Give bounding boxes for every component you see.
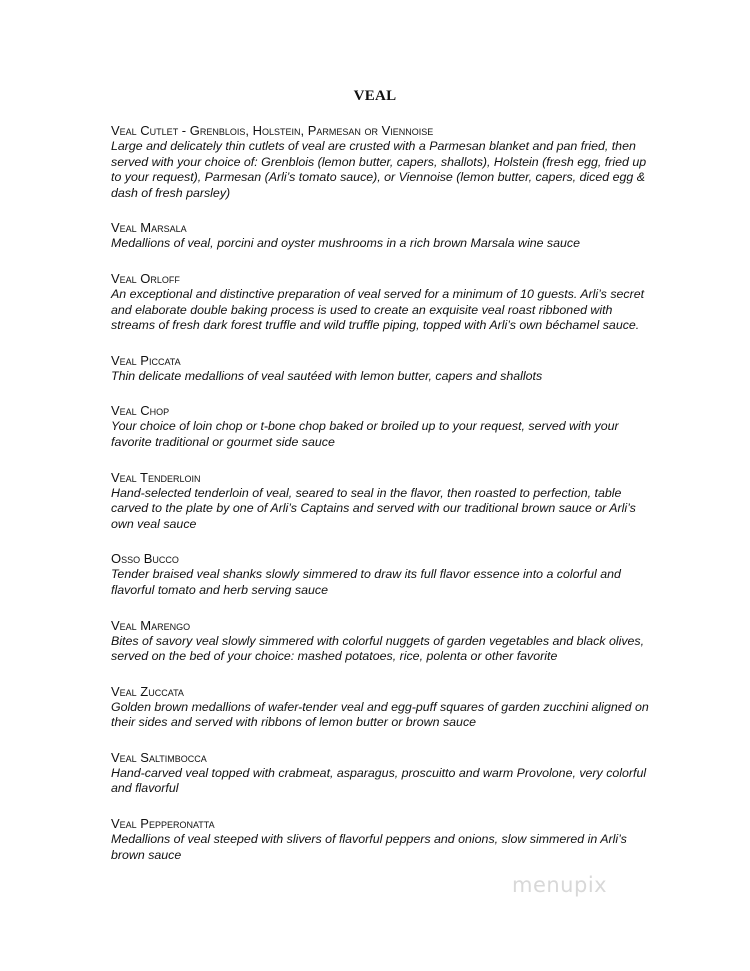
divider: [111, 665, 651, 683]
divider: [111, 599, 651, 617]
divider: [111, 252, 651, 270]
menu-item-description: Tender braised veal shanks slowly simmered to draw its full flavor essence into a colorful and flavorful tomato and herb serving sauce: [111, 567, 621, 597]
divider: [111, 384, 651, 402]
menu-item: [111, 749, 651, 797]
divider: [111, 451, 651, 469]
menu-item-description: Hand-carved veal topped with crabmeat, asparagus, proscuitto and warm Provolone, very colorful and flavorful: [111, 765, 647, 796]
menu-item-name: Veal Chop: [111, 403, 170, 419]
menu-item-description: Thin delicate medallions of veal sautéed with lemon butter, capers and shallots: [111, 368, 543, 383]
divider: [111, 532, 651, 550]
menu-item: [111, 815, 651, 863]
divider: [111, 731, 651, 749]
divider: [111, 201, 651, 219]
watermark: menupix: [512, 873, 608, 897]
menu-item-description: Bites of savory veal slowly simmered with colorful nuggets of garden vegetables and black olives, served on the bed of your choice: mashed potatoes, rice, polenta or other favorite: [111, 633, 645, 664]
menu-item-description: Hand-selected tenderloin of veal, seared to seal in the flavor, then roasted to perfection, table carved to the plate by one of Arli’s Captains and served with our traditional brown sauce or Arli’s own veal sauce: [111, 485, 636, 531]
menu-item-name: Veal Pepperonatta: [111, 816, 215, 832]
menu-item-name: Veal Marsala: [111, 220, 187, 236]
menu-item: [111, 219, 651, 252]
divider: [111, 334, 651, 352]
menu-item: [111, 270, 651, 334]
menu-item-description: Medallions of veal steeped with slivers of flavorful peppers and onions, slow simmered in Arli’s brown sauce: [111, 832, 627, 862]
menu-item: [111, 402, 651, 450]
menu-item-description: Medallions of veal, porcini and oyster mushrooms in a rich brown Marsala wine sauce: [111, 236, 580, 251]
menu-item-name: Veal Piccata: [111, 352, 181, 368]
page-title: VEAL: [353, 88, 397, 104]
menu-item: [111, 122, 651, 201]
menu-item-description: Golden brown medallions of wafer-tender veal and egg-puff squares of garden zucchini aligned on their sides and served with ribbons of lemon butter or brown sauce: [111, 699, 649, 730]
menu-item-name: Veal Tenderloin: [111, 469, 201, 485]
menu-item-description: An exceptional and distinctive preparation of veal served for a minimum of 10 guests. Arli’s secret and elaborate double baking process is used to create an exquisite veal roast ribboned with streams of fresh dark forest truffle and wild truffle piping, topped with Arli’s own béchamel sauce.: [111, 286, 645, 333]
menu-item: [111, 550, 651, 598]
divider: [111, 797, 651, 815]
menu-item-name: Veal Marengo: [111, 617, 191, 633]
menu-item-description: Large and delicately thin cutlets of veal are crusted with a Parmesan blanket and pan fried, then served with your choice of: Grenblois (lemon butter, capers, shallots), Holstein (fresh egg, fried up to your request), Parmesan (Arli’s tomato sauce), or Viennoise (lemon butter, capers, diced egg & dash of fresh parsley): [111, 139, 647, 200]
menu-item-description: Your choice of loin chop or t-bone chop baked or broiled up to your request, served with your favorite traditional or gourmet side sauce: [111, 419, 619, 449]
menu-item: [111, 469, 651, 533]
menu-item: [111, 352, 651, 385]
menu-item-name: Veal Saltimbocca: [111, 749, 207, 765]
menu-item: [111, 617, 651, 665]
menu-item-name: Veal Cutlet - Grenblois, Holstein, Parmesan or Viennoise: [111, 123, 434, 138]
menu-list: [111, 122, 651, 863]
menu-item-name: Veal Orloff: [111, 270, 180, 286]
menu-item-name: Veal Zuccata: [111, 683, 184, 699]
menu-item-name: Osso Bucco: [111, 551, 179, 567]
menu-item: [111, 683, 651, 731]
